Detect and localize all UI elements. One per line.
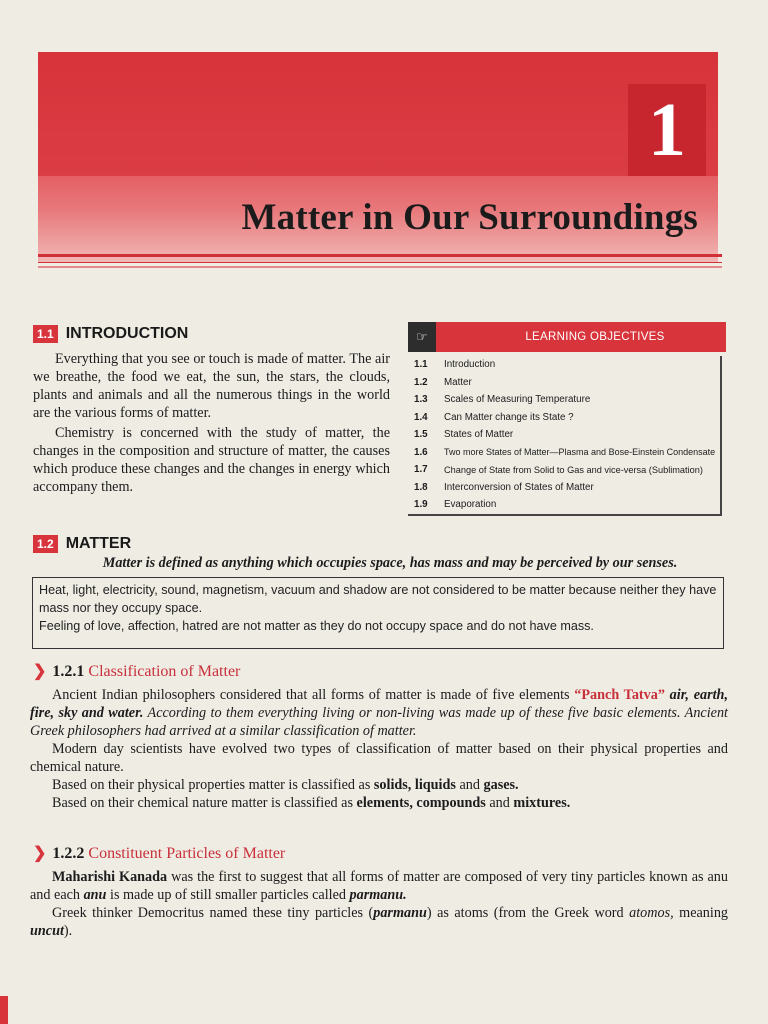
chapter-title: Matter in Our Surroundings xyxy=(241,197,698,238)
note-box xyxy=(32,577,724,649)
objective-item xyxy=(408,444,720,462)
text-run: According to them everything living or non-living was made up of these five basic elements. Ancient Greek philosophers had arrived at a similar classification of matter. xyxy=(30,705,728,739)
objective-item xyxy=(408,374,720,392)
constituent-paragraph xyxy=(30,868,728,904)
objective-text: Scales of Measuring Temperature xyxy=(444,394,591,406)
bold-term: anu xyxy=(83,887,107,903)
text-run: ). xyxy=(63,923,73,939)
objective-text: Interconversion of States of Matter xyxy=(444,481,594,493)
chevron-right-icon: ❯ xyxy=(33,845,47,862)
text-run: and xyxy=(455,777,484,793)
intro-paragraph: Chemistry is concerned with the study of matter, the changes in the composition and structure of matter, the causes which produce these changes and the changes in energy which accompany them. xyxy=(33,425,390,495)
classification-paragraph: Modern day scientists have evolved two types of classification of matter based on their physical properties and chemical nature. xyxy=(30,741,728,775)
intro-text xyxy=(33,350,390,496)
bold-term: gases. xyxy=(483,777,519,793)
learning-objectives-title: LEARNING OBJECTIVES xyxy=(525,331,665,343)
objective-number: 1.6 xyxy=(414,446,428,458)
section-title: INTRODUCTION xyxy=(65,325,189,342)
text-run: Greek thinker Democritus named these tiny particles ( xyxy=(52,905,374,921)
matter-definition: Matter is defined as anything which occupies space, has mass and may be perceived by our senses. xyxy=(102,555,678,571)
text-run: is made up of still smaller particles called xyxy=(106,887,350,903)
constituent-paragraph xyxy=(30,904,728,940)
objective-item xyxy=(408,461,720,479)
learning-objectives-box xyxy=(408,322,726,516)
text-run: and xyxy=(485,795,514,811)
section-heading-introduction xyxy=(33,325,188,343)
objective-item xyxy=(408,426,720,444)
intro-paragraph: Everything that you see or touch is made of matter. The air we breathe, the food we eat, the sun, the stars, the clouds, plants and animals and all the numerous things in the world are the various forms of matter. xyxy=(33,351,390,421)
objective-number: 1.2 xyxy=(414,376,428,388)
objective-text: Introduction xyxy=(444,359,496,371)
bold-term: solids, liquids xyxy=(373,777,456,793)
bold-term: uncut xyxy=(30,923,64,939)
objective-number: 1.9 xyxy=(414,499,428,511)
text-run: Based on their chemical nature matter is classified as xyxy=(52,795,357,811)
page-edge-mark xyxy=(0,996,8,1024)
italic-term: atomos, xyxy=(629,905,674,921)
text-run: ) as atoms (from the Greek word xyxy=(426,905,630,921)
subsection-heading-classification xyxy=(33,661,240,681)
bold-term: Maharishi Kanada xyxy=(52,869,168,885)
objective-text: Evaporation xyxy=(444,499,497,511)
bold-term: elements, compounds xyxy=(356,795,486,811)
objective-text: Can Matter change its State ? xyxy=(444,411,574,423)
objective-number: 1.3 xyxy=(414,394,428,406)
note-text: Heat, light, electricity, sound, magnetism, vacuum and shadow are not considered to be matter because neither they have mass nor they occupy space. xyxy=(39,583,717,615)
learning-objectives-header xyxy=(408,322,726,352)
classification-paragraph xyxy=(30,794,728,812)
objective-number: 1.5 xyxy=(414,429,428,441)
classification-paragraph xyxy=(30,776,728,794)
subsection-number: 1.2.2 xyxy=(52,845,85,862)
objective-text: Change of State from Solid to Gas and vice-versa (Sublimation) xyxy=(444,464,703,475)
objective-number: 1.7 xyxy=(414,464,428,476)
elements-list: air, earth, fire, sky and water. xyxy=(30,687,728,721)
hand-pointer-icon: ☞ xyxy=(408,322,436,352)
text-run: Ancient Indian philosophers considered that all forms of matter is made of five elements xyxy=(52,687,575,703)
text-run: Based on their physical properties matter is classified as xyxy=(52,777,374,793)
objective-number: 1.1 xyxy=(414,359,428,371)
classification-paragraph xyxy=(30,686,728,740)
objective-number: 1.8 xyxy=(414,481,428,493)
section-number: 1.1 xyxy=(33,325,58,343)
chevron-right-icon: ❯ xyxy=(33,663,47,680)
bold-term: parmanu xyxy=(373,905,427,921)
section-number: 1.2 xyxy=(33,535,58,553)
bold-term: mixtures. xyxy=(513,795,571,811)
banner-rule xyxy=(38,266,722,268)
learning-objectives-list xyxy=(408,356,722,516)
objective-number: 1.4 xyxy=(414,411,428,423)
classification-text xyxy=(30,686,728,812)
section-heading-matter xyxy=(33,535,131,553)
objective-item xyxy=(408,391,720,409)
subsection-title: Constituent Particles of Matter xyxy=(88,845,286,862)
subsection-title: Classification of Matter xyxy=(88,663,241,680)
subsection-number: 1.2.1 xyxy=(52,663,85,680)
objective-item xyxy=(408,356,720,374)
section-title: MATTER xyxy=(65,535,132,552)
chapter-number: 1 xyxy=(628,84,706,176)
subsection-heading-constituent xyxy=(33,843,285,863)
banner-rule xyxy=(38,254,722,257)
text-run: was the first to suggest that all forms of matter are composed of very tiny particles known as anu and each xyxy=(30,869,728,903)
objective-item xyxy=(408,496,720,514)
constituent-text xyxy=(30,868,728,940)
objective-item xyxy=(408,409,720,427)
objective-text: Matter xyxy=(444,376,472,388)
banner-rule xyxy=(38,262,722,263)
text-run: meaning xyxy=(673,905,729,921)
objective-text: Two more States of Matter—Plasma and Bose-Einstein Condensate xyxy=(444,447,716,458)
objective-item xyxy=(408,479,720,497)
panch-tatva-term: “Panch Tatva” xyxy=(574,687,665,703)
objective-text: States of Matter xyxy=(444,429,514,441)
note-text: Feeling of love, affection, hatred are not matter as they do not occupy space and do not have mass. xyxy=(39,619,594,633)
chapter-banner-band xyxy=(38,52,718,176)
bold-term: parmanu. xyxy=(349,887,407,903)
